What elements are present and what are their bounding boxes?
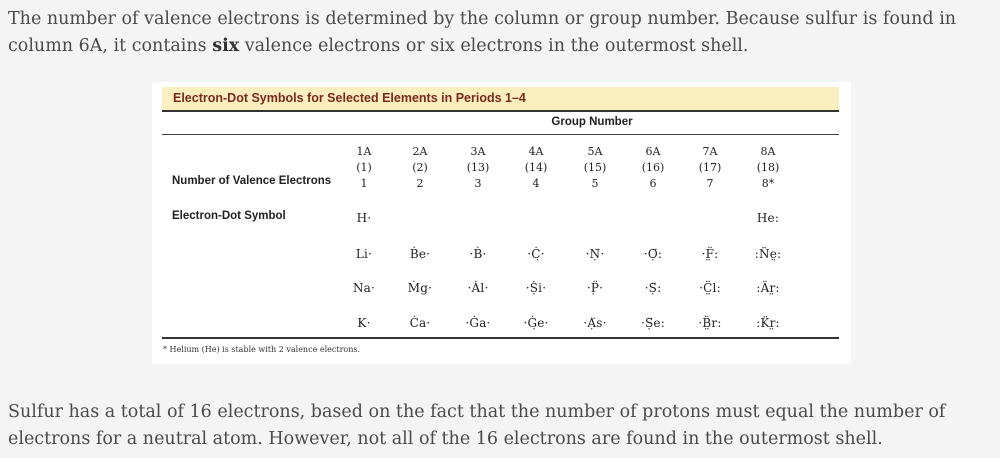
group-number-8: (18)	[756, 161, 780, 174]
valence-count-6: 6	[649, 177, 657, 190]
electron-dot-symbol: ·C̤̈l:	[699, 281, 721, 295]
valence-count-7: 7	[706, 177, 714, 190]
electron-dot-symbol: ·P̣̈·	[586, 281, 604, 295]
valence-count-2: 2	[416, 177, 424, 190]
electron-dot-symbol: ·Ġa·	[465, 316, 491, 330]
valence-count-1: 1	[360, 177, 368, 190]
group-number-5: (15)	[583, 161, 607, 174]
electron-dot-symbol: Ḃe·	[409, 247, 431, 261]
table-top-rule	[162, 110, 839, 112]
electron-dot-symbol: K·	[357, 316, 371, 330]
table-footnote: * Helium (He) is stable with 2 valence electrons.	[163, 345, 361, 354]
group-name-1: 1A	[356, 145, 372, 158]
electron-dot-symbol: ·Ḃ·	[469, 247, 487, 261]
group-name-2: 2A	[412, 145, 428, 158]
electron-dot-symbol: H·	[356, 211, 372, 225]
electron-dot-symbol: :N̈e̤:	[754, 247, 782, 261]
electron-dot-symbol: ·Ṣ̈:	[644, 281, 662, 295]
group-number-label: Group Number	[551, 116, 633, 128]
electron-dot-symbol: ·B̤̈r:	[698, 316, 722, 330]
electron-dot-symbol: ·Ġ̣e·	[523, 316, 549, 330]
group-name-5: 5A	[587, 145, 603, 158]
electron-dot-symbol: ·Ṇ̈·	[585, 247, 605, 261]
group-name-4: 4A	[528, 145, 544, 158]
electron-dot-symbol: Ċa·	[409, 316, 431, 330]
electron-dot-symbol: ·Ṣ̈e:	[641, 316, 665, 330]
group-name-6: 6A	[645, 145, 661, 158]
group-name-8: 8A	[760, 145, 776, 158]
group-name-3: 3A	[470, 145, 486, 158]
electron-dot-symbol: ·Ạ̈s·	[583, 316, 607, 330]
table-title: Electron-Dot Symbols for Selected Elements in Periods 1–4	[162, 87, 839, 110]
group-number-1: (1)	[356, 161, 372, 174]
electron-dot-symbol: Li·	[355, 247, 373, 261]
table-bottom-rule	[162, 337, 839, 339]
group-number-4: (14)	[524, 161, 548, 174]
electron-dot-symbol: Na·	[352, 281, 376, 295]
electron-dot-symbol: He:	[756, 211, 780, 225]
group-number-7: (17)	[698, 161, 722, 174]
electron-dot-symbol: ·Ȧl·	[467, 281, 489, 295]
intro-paragraph	[8, 6, 998, 60]
group-name-7: 7A	[702, 145, 718, 158]
group-number-6: (16)	[641, 161, 665, 174]
valence-count-8: 8*	[761, 177, 775, 190]
valence-count-5: 5	[591, 177, 599, 190]
valence-count-3: 3	[474, 177, 482, 190]
intro-text-start: The number of valence electrons is determined by the column or group number. Because sulfur is found in column 6A, it contains	[8, 9, 957, 56]
group-number-2: (2)	[412, 161, 428, 174]
group-number-3: (13)	[466, 161, 490, 174]
electron-dot-symbol: ·Ṩi·	[525, 281, 547, 295]
electron-dot-symbol: ·F̤̈:	[701, 247, 719, 261]
electron-dot-symbol: :K̈r̤:	[756, 316, 780, 330]
electron-dot-table-figure	[152, 82, 851, 364]
valence-count-4: 4	[532, 177, 540, 190]
intro-text-end: valence electrons or six electrons in the outermost shell.	[239, 36, 749, 56]
row-label-valence: Number of Valence Electrons	[172, 175, 332, 187]
electron-dot-symbol: Ṁg·	[407, 281, 433, 295]
electron-dot-symbol: :Är̤:	[756, 281, 780, 295]
row-label-symbol: Electron-Dot Symbol	[172, 210, 286, 222]
closing-paragraph: Sulfur has a total of 16 electrons, based on the fact that the number of protons must equal the number of electrons for a neutral atom. However, not all of the 16 electrons are found in the outermost shell.	[8, 402, 946, 449]
intro-bold-six: six	[212, 36, 240, 56]
group-header-rule	[162, 134, 839, 135]
electron-dot-symbol: ·Ċ̣·	[527, 247, 545, 261]
electron-dot-symbol: ·Ọ̈:	[643, 247, 663, 261]
